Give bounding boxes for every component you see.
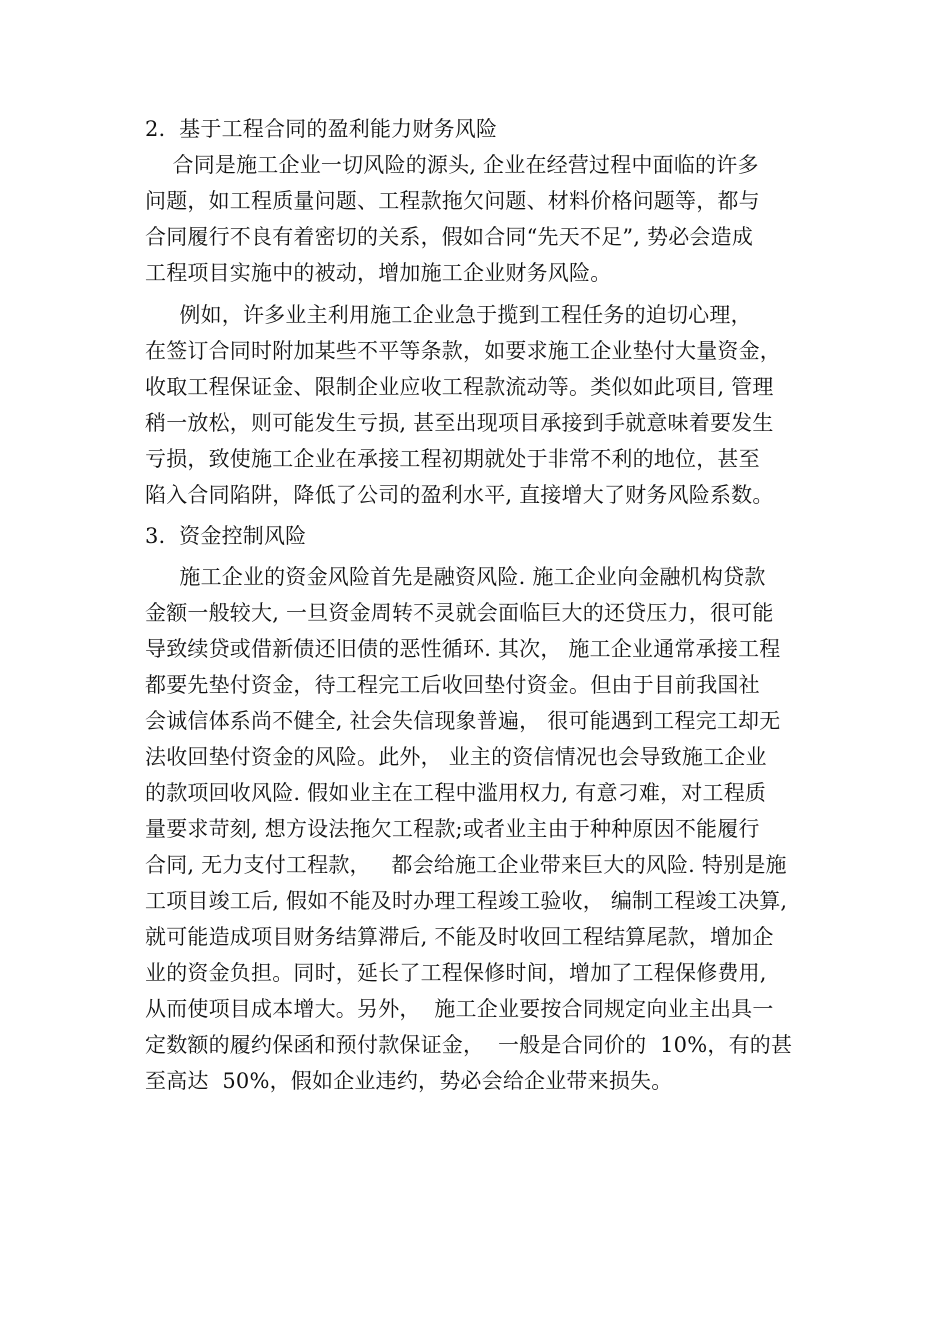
text-line: 金额一般较大, 一旦资金周转不灵就会面临巨大的还贷压力，很可能 xyxy=(145,601,774,625)
text-line: 会诚信体系尚不健全, 社会失信现象普遍， 很可能遇到工程完工却无 xyxy=(145,709,781,733)
text-line: 量要求苛刻, 想方设法拖欠工程款;或者业主由于种种原因不能履行 xyxy=(145,817,760,841)
text-line: 在签订合同时附加某些不平等条款，如要求施工企业垫付大量资金， xyxy=(145,339,781,363)
text-line: 定数额的履约保函和预付款保证金， 一般是合同价的 10%，有的甚 xyxy=(145,1033,793,1057)
text-line: 都要先垫付资金，待工程完工后收回垫付资金。但由于目前我国社 xyxy=(145,673,760,697)
text-line: 工程项目实施中的被动，增加施工企业财务风险。 xyxy=(145,261,612,285)
text-line: 例如，许多业主利用施工企业急于揽到工程任务的迫切心理， xyxy=(145,303,752,327)
text-line: 就可能造成项目财务结算滞后, 不能及时收回工程结算尾款，增加企 xyxy=(145,925,774,949)
text-line: 工项目竣工后, 假如不能及时办理工程竣工验收， 编制工程竣工决算, xyxy=(145,889,788,913)
text-line: 法收回垫付资金的风险。此外， 业主的资信情况也会导致施工企业 xyxy=(145,745,767,769)
text-line: 从而使项目成本增大。另外， 施工企业要按合同规定向业主出具一 xyxy=(145,997,774,1021)
text-line: 亏损，致使施工企业在承接工程初期就处于非常不利的地位，甚至 xyxy=(145,447,760,471)
section-heading: 3. 资金控制风险 xyxy=(145,524,307,548)
text-line: 收取工程保证金、限制企业应收工程款流动等。类似如此项目, 管理 xyxy=(145,375,774,399)
text-line: 问题，如工程质量问题、工程款拖欠问题、材料价格问题等，都与 xyxy=(145,189,760,213)
text-line: 施工企业的资金风险首先是融资风险. 施工企业向金融机构贷款 xyxy=(145,565,766,589)
text-line: 至高达 50%，假如企业违约，势必会给企业带来损失。 xyxy=(145,1069,673,1093)
text-line: 稍一放松，则可能发生亏损, 甚至出现项目承接到手就意味着要发生 xyxy=(145,411,774,435)
text-line: 合同是施工企业一切风险的源头, 企业在经营过程中面临的许多 xyxy=(145,153,759,177)
text-line: 导致续贷或借新债还旧债的恶性循环. 其次， 施工企业通常承接工程 xyxy=(145,637,781,661)
text-line: 业的资金负担。同时，延长了工程保修时间，增加了工程保修费用, xyxy=(145,961,767,985)
text-line: 合同履行不良有着密切的关系，假如合同“先天不足”, 势必会造成 xyxy=(145,225,754,249)
section-heading: 2. 基于工程合同的盈利能力财务风险 xyxy=(145,117,498,141)
text-line: 陷入合同陷阱，降低了公司的盈利水平, 直接增大了财务风险系数。 xyxy=(145,483,774,507)
text-line: 的款项回收风险. 假如业主在工程中滥用权力, 有意刁难，对工程质 xyxy=(145,781,767,805)
text-line: 合同, 无力支付工程款， 都会给施工企业带来巨大的风险. 特别是施 xyxy=(145,853,787,877)
